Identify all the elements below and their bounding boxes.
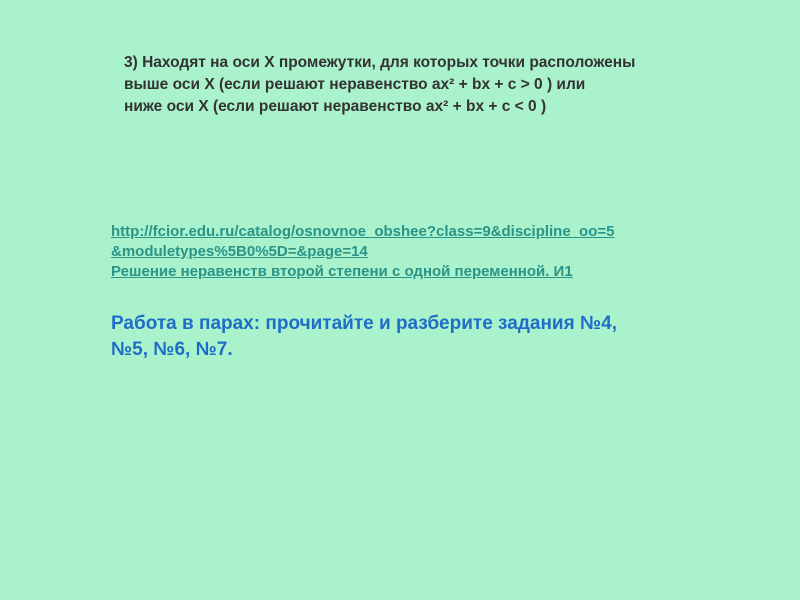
resource-url-link-part-1[interactable]: http://fcior.edu.ru/catalog/osnovnoe_obshee?class=9&discipline_oo=5 — [111, 223, 615, 240]
task-line-2: выше оси X (если решают неравенство ax² + bx + c > 0 ) или — [124, 76, 586, 93]
task-step-3-text — [124, 52, 764, 118]
task-line-3: ниже оси X (если решают неравенство ax² + bx + c < 0 ) — [124, 98, 547, 115]
resource-url-link-part-2[interactable]: &moduletypes%5B0%5D=&page=14 — [111, 243, 368, 260]
task-line-1: 3) Находят на оси X промежутки, для которых точки расположены — [124, 54, 636, 71]
pair-work-line-2: №5, №6, №7. — [111, 339, 233, 360]
resource-title-link[interactable]: Решение неравенств второй степени с одной переменной. И1 — [111, 263, 573, 280]
resource-links — [111, 222, 751, 282]
pair-work-instruction — [111, 311, 751, 363]
pair-work-line-1: Работа в парах: прочитайте и разберите задания №4, — [111, 313, 617, 334]
